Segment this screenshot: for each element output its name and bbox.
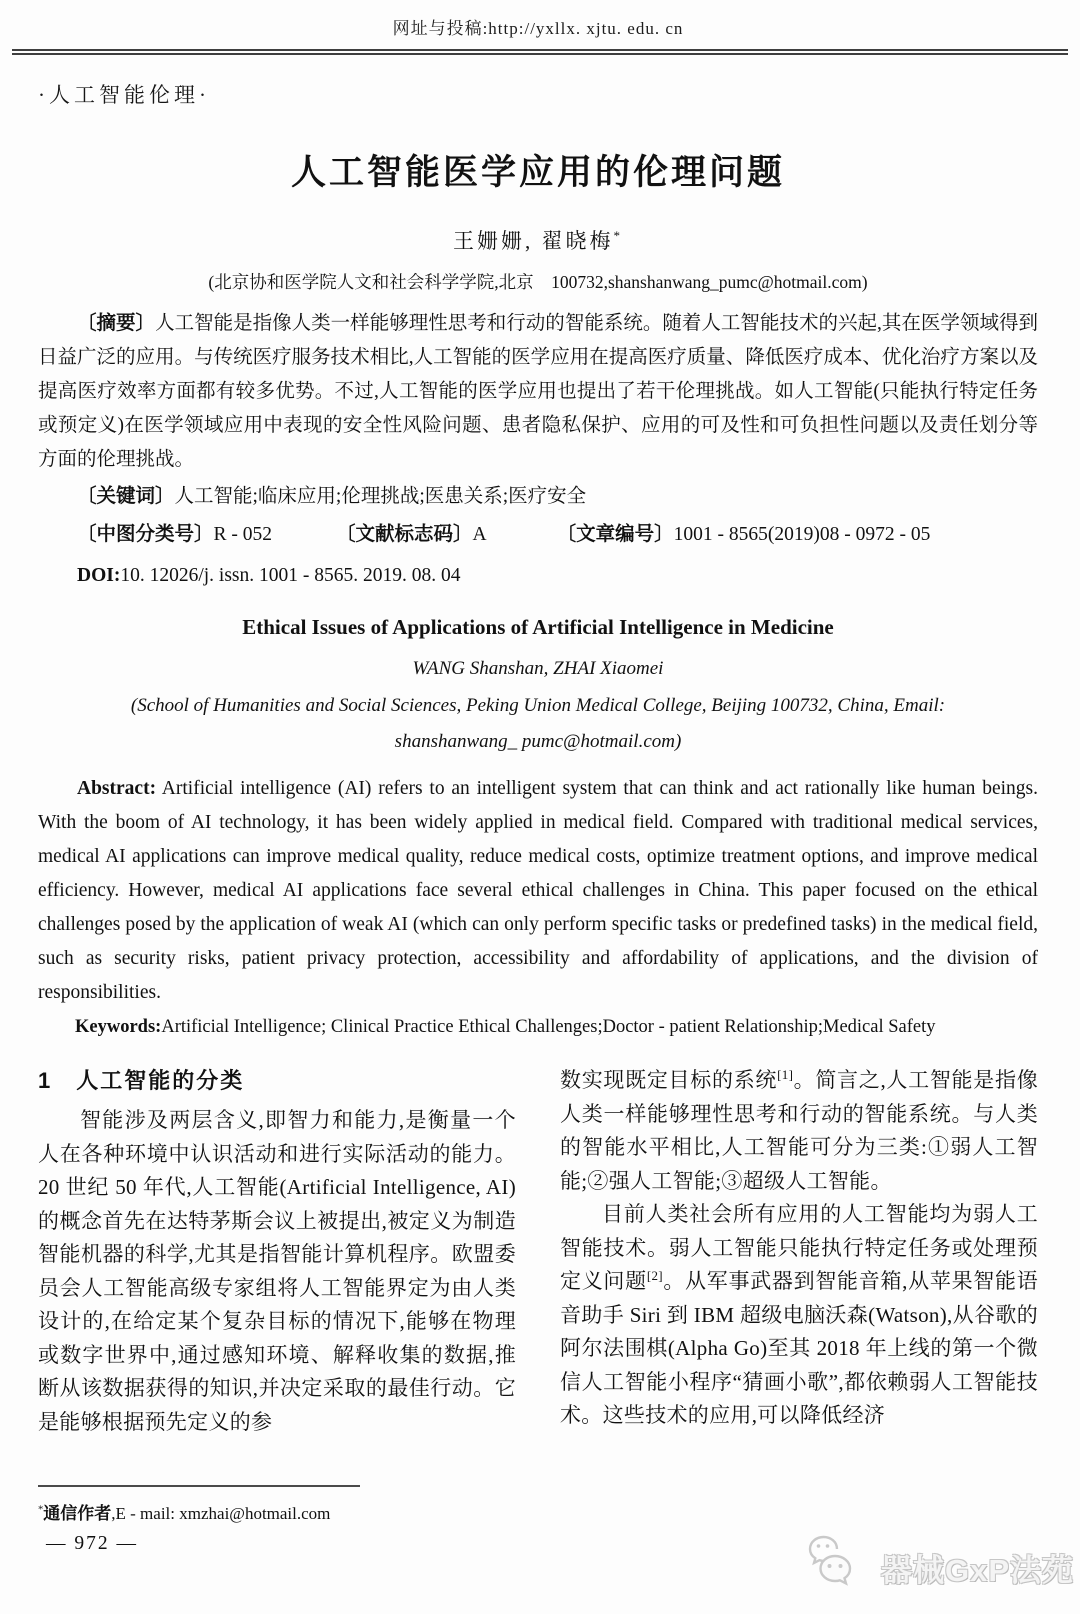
header-divider (12, 49, 1068, 55)
column-category-tag: ·人工智能伦理· (38, 83, 210, 107)
footnote-divider (38, 1485, 360, 1487)
keywords-cn-text: 人工智能;临床应用;伦理挑战;医患关系;医疗安全 (174, 486, 587, 507)
affiliation-cn: (北京协和医学院人文和社会科学学院,北京 100732,shanshanwang_pumc@hotmail.com) (208, 272, 868, 292)
wechat-icon (807, 1535, 877, 1600)
footnote-corresponding-author (38, 1499, 1038, 1524)
watermark-text: 器械GxP法苑 (880, 1553, 1074, 1588)
journal-url-line: 网址与投稿:http://yxllx. xjtu. edu. cn (392, 19, 684, 38)
keywords-en (38, 1011, 1038, 1044)
footnote-text: ,E - mail: xmzhai@hotmail.com (111, 1504, 331, 1523)
document-code-value: A (472, 524, 487, 545)
right-column-paragraph-1: 数实现既定目标的系统[1]。简言之,人工智能是指像人类一样能够理性思考和行动的智能系统。与人类的智能水平相比,人工智能可分为三类:①弱人工智能;②强人工智能;③超级人工智能。 (560, 1067, 1038, 1193)
clc-label: 〔中图分类号〕 (77, 523, 214, 545)
clc-pair (77, 517, 272, 552)
abstract-en-label: Abstract: (77, 778, 157, 799)
page-number: — 972 — (46, 1533, 138, 1554)
doi-label: DOI: (77, 565, 121, 586)
document-code-label: 〔文献标志码〕 (336, 523, 473, 545)
keywords-en-label: Keywords: (75, 1017, 162, 1037)
right-column (560, 1064, 1038, 1439)
section-1-heading (38, 1064, 516, 1095)
authors-cn-names: 王姗姗, 翟晓梅 (452, 229, 614, 253)
affiliation-en-line2: shanshanwang_ pumc@hotmail.com) (394, 731, 682, 752)
footnote-marker: * (38, 1504, 44, 1516)
section-1-number: 1 (38, 1068, 51, 1093)
article-id-label: 〔文章编号〕 (556, 523, 674, 545)
keywords-en-text: Artificial Intelligence; Clinical Practice Ethical Challenges;Doctor - patient Relationship;Medical Safety (161, 1017, 936, 1037)
article-title-cn: 人工智能医学应用的伦理问题 (290, 153, 785, 192)
left-column-paragraph: 智能涉及两层含义,即智力和能力,是衡量一个人在各种环境中认识活动和进行实际活动的能力。20 世纪 50 年代,人工智能(Artificial Intelligence, AI)的概念首先在达特茅斯会议上被提出,被定义为制造智能机器的科学,尤其是指智能计算机程序。欧盟委员会人工智能高级专家组将人工智能界定为由人类设计的,在给定某个复杂目标的情况下,能够在物理或数字世界中,通过感知环境、解释收集的数据,推断从该数据获得的知识,并决定采取的最佳行动。它是能够根据预先定义的参 (38, 1108, 516, 1434)
affiliation-en (38, 688, 1038, 760)
abstract-cn-text: 人工智能是指像人类一样能够理性思考和行动的智能系统。随着人工智能技术的兴起,其在医学领域得到日益广泛的应用。与传统医疗服务技术相比,人工智能的医学应用在提高医疗质量、降低医疗成本、优化治疗方案以及提高医疗效率方面都有较多优势。不过,人工智能的医学应用也提出了若干伦理挑战。如人工智能(只能执行特定任务或预定义)在医学领域应用中表现的安全性风险问题、患者隐私保护、应用的可及性和可负担性问题以及责任划分等方面的伦理挑战。 (38, 313, 1038, 470)
section-1-title: 人工智能的分类 (76, 1068, 245, 1093)
right-column-paragraph-2: 目前人类社会所有应用的人工智能均为弱人工智能技术。弱人工智能只能执行特定任务或处理预定义问题[2]。从军事武器到智能音箱,从苹果智能语音助手 Siri 到 IBM 超级电脑沃森(Watson),从谷歌的阿尔法围棋(Alpha Go)至其 2018 年上线的第一个微信人工智能小程序“猜画小歌”,都依赖弱人工智能技术。这些技术的应用,可以降低经济 (560, 1202, 1039, 1427)
abstract-en-text: Artificial intelligence (AI) refers to an intelligent system that can think and act rationally like human beings. With the boom of AI technology, it has been widely applied in medical field. Compared with traditional medical services, medical AI applications can improve medical quality, reduce medical costs, optimize treatment options, and improve medical efficiency. However, medical AI applications face several ethical challenges in China. This paper focused on the ethical challenges posed by the application of weak AI (which can only perform specific tasks or predefined tasks) in the medical field, such as security risks, patient privacy protection, accessibility and affordability of applications, and the division of responsibilities. (38, 778, 1038, 1003)
keywords-cn (38, 479, 1038, 514)
footnote-label: 通信作者 (43, 1504, 112, 1523)
left-column (38, 1064, 516, 1439)
watermark (807, 1535, 1074, 1600)
authors-cn (38, 225, 1038, 255)
article-title-en: Ethical Issues of Applications of Artificial Intelligence in Medicine (242, 615, 834, 639)
article-id-pair (557, 517, 931, 552)
abstract-en (38, 772, 1038, 1010)
doi-line (38, 559, 1038, 593)
clc-value: R - 052 (213, 524, 273, 545)
article-id-value: 1001 - 8565(2019)08 - 0972 - 05 (673, 524, 931, 545)
classification-line (38, 517, 1038, 552)
corresponding-author-mark: * (613, 228, 623, 243)
two-column-body (38, 1064, 1038, 1439)
doi-value: 10. 12026/j. issn. 1001 - 8565. 2019. 08. 04 (120, 565, 461, 586)
abstract-cn-label: 〔摘要〕 (77, 312, 156, 334)
document-code-pair (336, 517, 487, 552)
authors-en: WANG Shanshan, ZHAI Xiaomei (412, 658, 664, 679)
keywords-cn-label: 〔关键词〕 (77, 485, 175, 507)
affiliation-en-line1: (School of Humanities and Social Sciences, Peking Union Medical College, Beijing 100732, China, Email: (130, 695, 946, 716)
abstract-cn (38, 306, 1038, 477)
